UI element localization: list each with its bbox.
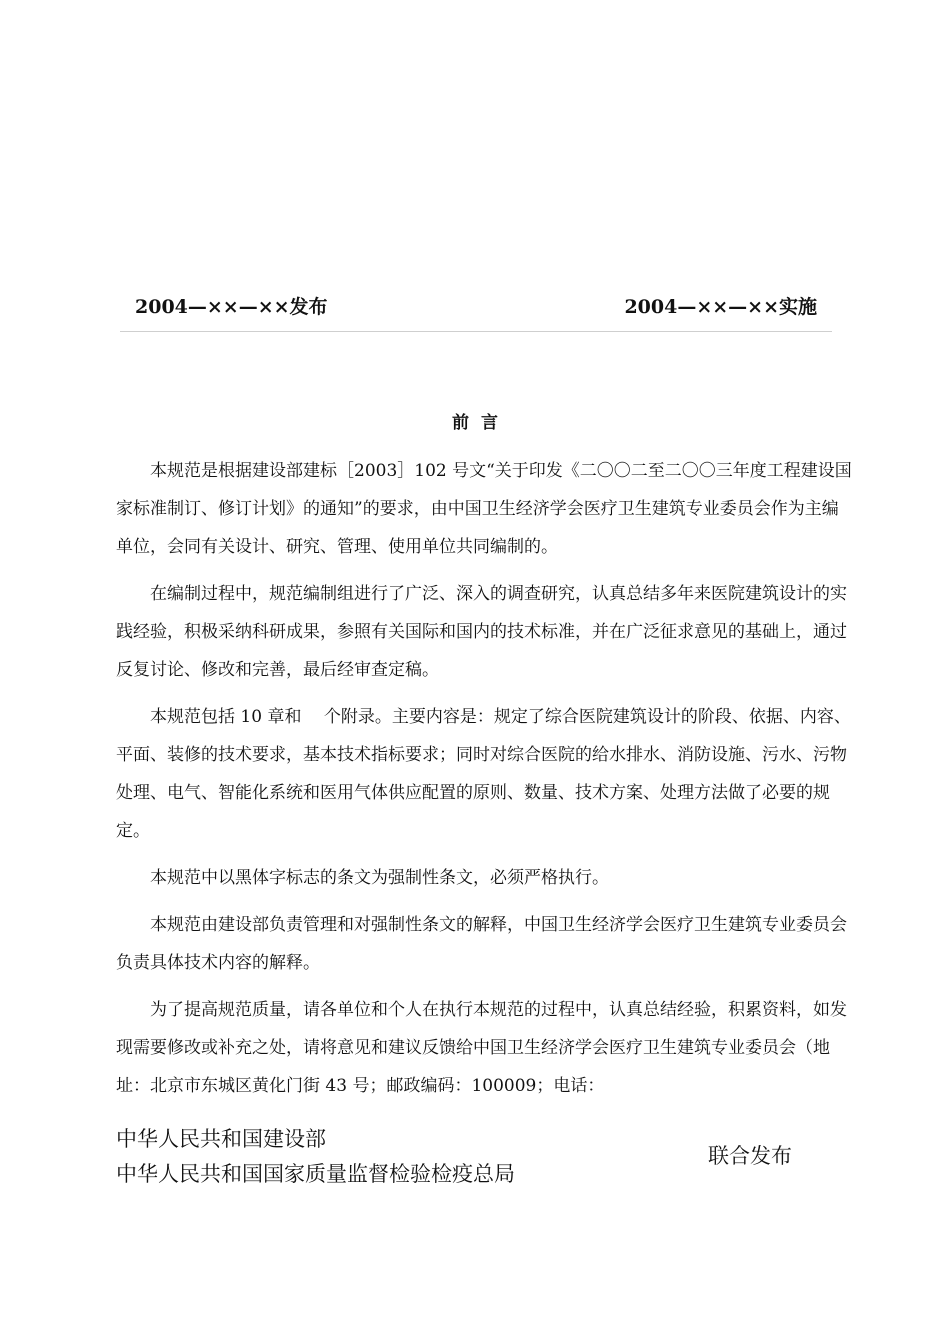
implement-date: 2004—××—××实施: [624, 296, 817, 318]
issuing-org-ministry: 中华人民共和国建设部: [116, 1127, 326, 1151]
joint-publish-label: 联合发布: [708, 1144, 792, 1168]
preface-paragraph: 在编制过程中，规范编制组进行了广泛、深入的调查研究，认真总结多年来医院建筑设计的实践经验，积极采纳科研成果，参照有关国际和国内的技术标准，并在广泛征求意见的基础上，通过反复讨论、修改和完善，最后经审查定稿。: [116, 584, 847, 680]
issuing-org-aqsiq: 中华人民共和国国家质量监督检验检疫总局: [116, 1162, 515, 1186]
preface-paragraph: 本规范由建设部负责管理和对强制性条文的解释，中国卫生经济学会医疗卫生建筑专业委员会负责具体技术内容的解释。: [116, 915, 847, 973]
date-row: [135, 292, 817, 326]
preface-paragraph: 本规范是根据建设部建标［2003］102 号文“关于印发《二〇〇二至二〇〇三年度工程建设国家标准制订、修订计划》的通知”的要求，由中国卫生经济学会医疗卫生建筑专业委员会作为主编单位，会同有关设计、研究、管理、使用单位共同编制的。: [116, 461, 852, 557]
preface-body: [116, 452, 852, 1114]
divider-line: [120, 331, 832, 332]
issuing-organizations: [116, 1122, 515, 1192]
publish-date: 2004—××—××发布: [135, 296, 328, 318]
preface-paragraph: 为了提高规范质量，请各单位和个人在执行本规范的过程中，认真总结经验，积累资料，如发现需要修改或补充之处，请将意见和建议反馈给中国卫生经济学会医疗卫生建筑专业委员会（地址：北京市东城区黄化门街 43 号；邮政编码：100009；电话：: [116, 1000, 847, 1096]
preface-title: 前言: [452, 413, 510, 433]
preface-paragraph: 本规范中以黑体字标志的条文为强制性条文，必须严格执行。: [150, 868, 609, 888]
preface-paragraph: 本规范包括 10 章和 个附录。主要内容是：规定了综合医院建筑设计的阶段、依据、内容、平面、装修的技术要求，基本技术指标要求；同时对综合医院的给水排水、消防设施、污水、污物处理、电气、智能化系统和医用气体供应配置的原则、数量、技术方案、处理方法做了必要的规定。: [116, 707, 851, 841]
